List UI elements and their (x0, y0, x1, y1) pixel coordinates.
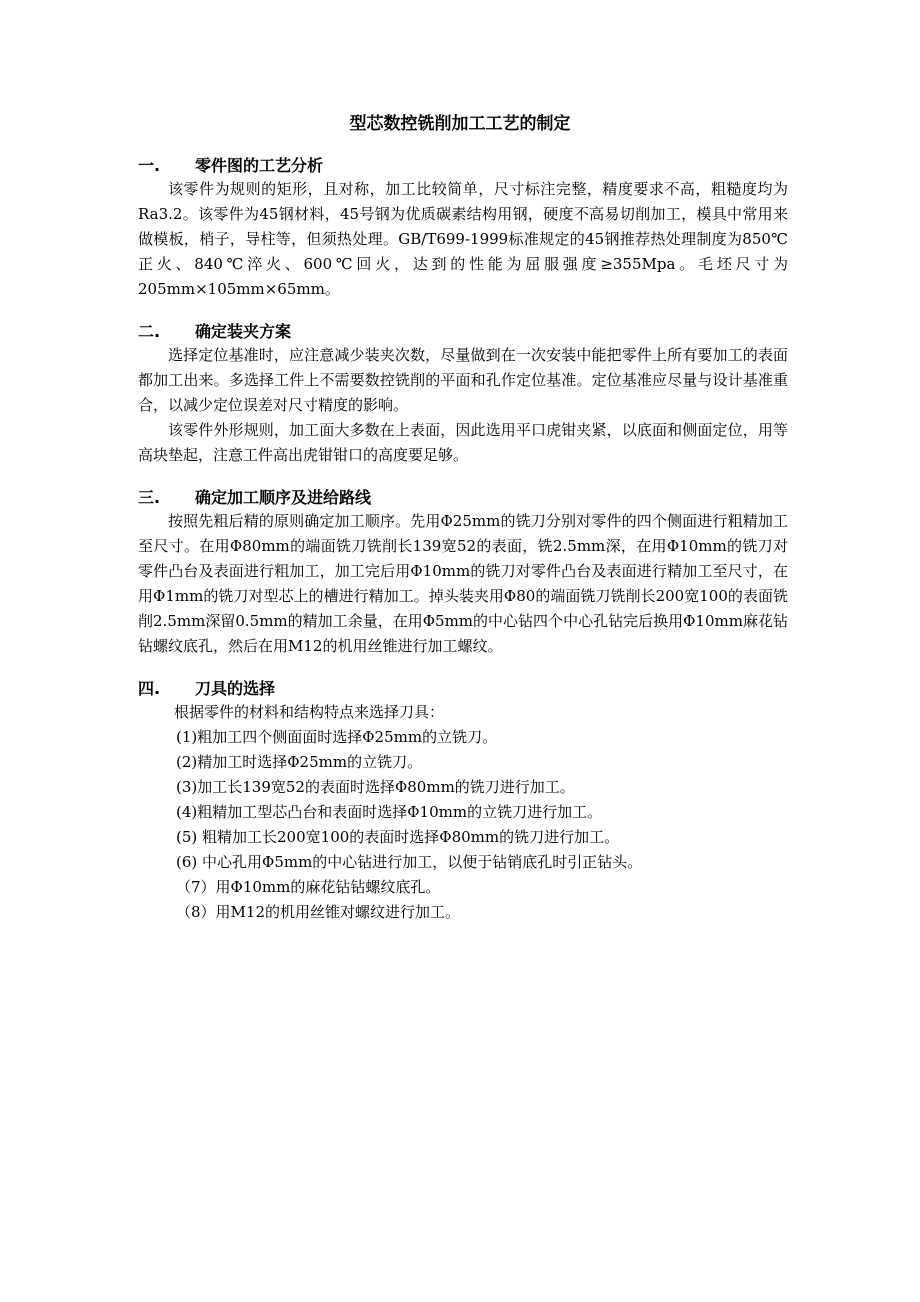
section-title: 确定装夹方案 (195, 322, 292, 341)
tool-intro: 根据零件的材料和结构特点来选择刀具： (174, 703, 445, 721)
tool-list-item: （8）用M12的机用丝锥对螺纹进行加工。 (176, 903, 460, 921)
tool-list-item: (2)精加工时选择Φ25mm的立铣刀。 (176, 753, 423, 771)
section-title: 确定加工顺序及进给路线 (195, 488, 372, 507)
section-number: 二. (138, 322, 161, 341)
tool-list-item: (5) 粗精加工长200宽100的表面时选择Φ80mm的铣刀进行加工。 (176, 828, 620, 846)
paragraph: 该零件为规则的矩形，且对称，加工比较简单，尺寸标注完整，精度要求不高，粗糙度均为Ra3.2。该零件为45钢材料，45号钢为优质碳素结构用钢，硬度不高易切削加工，模具中常用来做模板，梢子，导柱等，但须热处理。GB/T699-1999标准规定的45钢推荐热处理制度为850℃正火、840℃淬火、600℃回火，达到的性能为屈服强度≥355Mpa。毛坯尺寸为205mm×105mm×65mm。 (138, 180, 788, 298)
section-part-analysis (138, 154, 788, 302)
section-heading (138, 320, 788, 343)
tool-list-item: （7）用Φ10mm的麻花钻钻螺纹底孔。 (176, 878, 441, 896)
section-heading (138, 154, 788, 177)
section-number: 一. (138, 156, 161, 175)
section-machining-sequence (138, 486, 788, 659)
section-heading (138, 486, 788, 509)
section-clamping-plan (138, 320, 788, 468)
tool-list-item: (3)加工长139宽52的表面时选择Φ80mm的铣刀进行加工。 (176, 778, 575, 796)
section-title: 零件图的工艺分析 (195, 156, 324, 175)
section-tool-selection (138, 677, 788, 925)
tool-list-item: (6) 中心孔用Φ5mm的中心钻进行加工，以便于钻销底孔时引正钻头。 (176, 853, 643, 871)
section-title: 刀具的选择 (195, 679, 276, 698)
section-number: 三. (138, 488, 161, 507)
paragraph: 按照先粗后精的原则确定加工顺序。先用Φ25mm的铣刀分别对零件的四个侧面进行粗精加工至尺寸。在用Φ80mm的端面铣刀铣削长139宽52的表面，铣2.5mm深，在用Φ10mm的铣刀对零件凸台及表面进行粗加工，加工完后用Φ10mm的铣刀对零件凸台及表面进行精加工至尺寸，在用Φ1mm的铣刀对型芯上的槽进行精加工。掉头装夹用Φ80的端面铣刀铣削长200宽100的表面铣削2.5mm深留0.5mm的精加工余量，在用Φ5mm的中心钻四个中心孔钻完后换用Φ10mm麻花钻钻螺纹底孔，然后在用M12的机用丝锥进行加工螺纹。 (138, 512, 788, 655)
paragraph: 选择定位基准时，应注意减少装夹次数，尽量做到在一次安装中能把零件上所有要加工的表面都加工出来。多选择工件上不需要数控铣削的平面和孔作定位基准。定位基准应尽量与设计基准重合，以减少定位误差对尺寸精度的影响。 (138, 346, 788, 414)
tool-list-item: (1)粗加工四个侧面面时选择Φ25mm的立铣刀。 (176, 728, 498, 746)
tool-list-item: (4)粗精加工型芯凸台和表面时选择Φ10mm的立铣刀进行加工。 (176, 803, 603, 821)
document-body (138, 154, 788, 943)
paragraph: 该零件外形规则，加工面大多数在上表面，因此选用平口虎钳夹紧，以底面和侧面定位，用等高块垫起，注意工件高出虎钳钳口的高度要足够。 (138, 421, 788, 464)
section-heading (138, 677, 788, 700)
section-number: 四. (138, 679, 161, 698)
document-title: 型芯数控铣削加工工艺的制定 (349, 114, 571, 134)
